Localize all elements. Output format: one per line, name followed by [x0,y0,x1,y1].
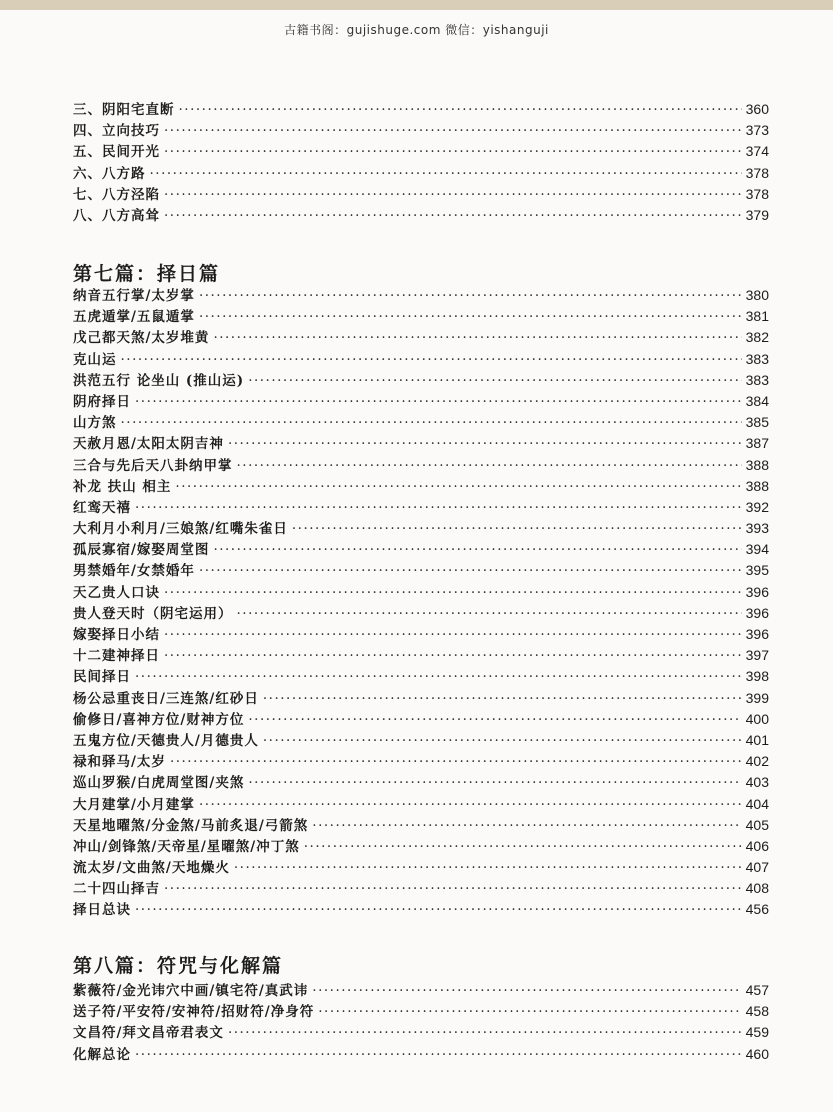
toc-entry [73,411,769,432]
toc-entry-title: 戊己都天煞/太岁堆黄 [73,330,210,347]
toc-entry-title: 天赦月恩/太阳太阴吉神 [73,436,224,453]
toc-entry [73,119,769,140]
dot-leader [170,754,742,770]
toc-entry [73,454,769,475]
toc-entry-title: 巡山罗猴/白虎周堂图/夹煞 [73,775,245,792]
toc-entry-page: 399 [745,689,769,706]
toc-entry-page: 405 [745,816,769,833]
dot-leader [199,797,742,813]
toc-entry-title: 民间择日 [73,669,131,686]
dot-leader [318,1004,741,1020]
toc-entry [73,814,769,835]
dot-leader [135,669,742,685]
toc-entry [73,750,769,771]
dot-leader [237,458,742,474]
toc-section-previous [73,98,769,225]
toc-entry-title: 红鸾天禧 [73,499,131,516]
toc-entry [73,1000,769,1021]
toc-section-7 [73,284,769,920]
dot-leader [164,144,742,160]
toc-entry [73,581,769,602]
toc-entry-page: 392 [745,498,769,515]
toc-entry-page: 379 [745,206,769,223]
toc-entry [73,793,769,814]
toc-entry [73,517,769,538]
dot-leader [213,542,741,558]
toc-entry-title: 阴府择日 [73,393,131,410]
toc-entry-page: 395 [745,562,769,579]
toc-entry-page: 459 [745,1024,769,1041]
toc-entry-title: 五虎遁掌/五鼠遁掌 [73,309,195,326]
toc-entry-title: 择日总诀 [73,902,131,919]
toc-entry-title: 贵人登天时（阴宅运用） [73,605,233,622]
toc-entry [73,877,769,898]
dot-leader [312,983,741,999]
toc-entry-page: 456 [745,901,769,918]
dot-leader [234,860,742,876]
toc-entry-title: 补龙 扶山 相主 [73,478,172,495]
toc-entry-title: 八、八方高耸 [73,207,160,224]
toc-entry-title: 天星地曜煞/分金煞/马前炙退/弓箭煞 [73,817,309,834]
toc-entry-page: 457 [745,982,769,998]
toc-entry [73,771,769,792]
toc-entry [73,602,769,623]
toc-entry-page: 360 [745,101,769,117]
toc-entry-page: 396 [745,604,769,621]
toc-entry [73,432,769,453]
dot-leader [150,166,742,182]
dot-leader [164,187,742,203]
dot-leader [135,902,742,918]
toc-entry-page: 374 [745,143,769,160]
toc-entry-title: 禄和驿马/太岁 [73,754,166,771]
dot-leader [237,606,742,622]
dot-leader [135,1047,742,1063]
toc-entry-page: 388 [745,456,769,473]
toc-entry [73,140,769,161]
dot-leader [312,818,741,834]
toc-entry-page: 383 [745,371,769,388]
dot-leader [199,309,742,325]
toc-entry-title: 三、阴阳宅直断 [73,102,175,118]
toc-entry-title: 大月建掌/小月建掌 [73,796,195,813]
toc-entry-page: 458 [745,1003,769,1020]
dot-leader [248,712,741,728]
dot-leader [292,521,742,537]
toc-entry-title: 三合与先后天八卦纳甲掌 [73,457,233,474]
toc-entry-title: 杨公忌重丧日/三连煞/红砂日 [73,690,259,707]
toc-entry-page: 373 [745,122,769,139]
toc-entry [73,475,769,496]
toc-entry-title: 偷修日/喜神方位/财神方位 [73,711,245,728]
dot-leader [164,123,742,139]
toc-entry-page: 396 [745,583,769,600]
toc-entry-title: 男禁婚年/女禁婚年 [73,563,195,580]
toc-entry-title: 大利月小利月/三娘煞/红嘴朱雀日 [73,521,288,538]
dot-leader [263,691,742,707]
toc-entry-page: 385 [745,414,769,431]
toc-entry-title: 嫁娶择日小结 [73,627,160,643]
toc-entry [73,1021,769,1042]
page-header: 古籍书阁：gujishuge.com 微信：yishanguji [284,23,549,37]
toc-entry [73,644,769,665]
toc-entry-page: 380 [745,287,769,303]
toc-entry [73,729,769,750]
toc-entry [73,538,769,559]
toc-entry-page: 407 [745,859,769,876]
toc-entry [73,162,769,183]
toc-entry-title: 文昌符/拜文昌帝君表文 [73,1025,224,1042]
dot-leader [135,394,742,410]
toc-entry [73,326,769,347]
toc-entry-page: 406 [745,837,769,854]
toc-entry-title: 七、八方泾陷 [73,186,160,203]
toc-entry-page: 401 [745,731,769,748]
toc-entry-page: 382 [745,329,769,346]
toc-entry-title: 化解总论 [73,1046,131,1063]
dot-leader [199,288,742,304]
dot-leader [213,330,741,346]
dot-leader [164,208,742,224]
toc-entry [73,898,769,919]
dot-leader [164,627,742,643]
toc-entry-page: 388 [745,477,769,494]
toc-entry [73,979,769,1000]
dot-leader [164,881,742,897]
toc-entry-page: 460 [745,1045,769,1062]
toc-entry-page: 384 [745,392,769,409]
toc-entry [73,369,769,390]
section-title-8: 第八篇：符咒与化解篇 [73,955,284,977]
dot-leader [228,436,742,452]
dot-leader [179,102,742,118]
toc-entry-title: 流太岁/文曲煞/天地燥火 [73,860,230,877]
toc-entry [73,835,769,856]
dot-leader [121,415,742,431]
toc-entry-title: 五鬼方位/天德贵人/月德贵人 [73,732,259,749]
toc-entry-page: 394 [745,541,769,558]
dot-leader [135,500,742,516]
dot-leader [248,373,741,389]
toc-entry-title: 送子符/平安符/安神符/招财符/净身符 [73,1004,315,1021]
toc-entry-page: 383 [745,350,769,367]
dot-leader [199,563,742,579]
toc-entry [73,183,769,204]
toc-entry [73,390,769,411]
toc-entry-title: 天乙贵人口诀 [73,584,160,601]
toc-entry-title: 洪范五行 论坐山 (推山运) [73,372,245,389]
dot-leader [248,775,741,791]
toc-entry-title: 二十四山择吉 [73,881,160,898]
toc-entry [73,559,769,580]
toc-entry-page: 381 [745,308,769,325]
dot-leader [304,839,742,855]
toc-entry-page: 378 [745,164,769,181]
dot-leader [263,733,742,749]
toc-entry-title: 克山运 [73,351,117,368]
toc-entry [73,1043,769,1064]
toc-entry-page: 397 [745,647,769,664]
toc-entry-title: 四、立向技巧 [73,123,160,140]
toc-entry [73,687,769,708]
toc-entry-page: 404 [745,795,769,812]
dot-leader [175,479,741,495]
toc-entry [73,856,769,877]
toc-entry [73,496,769,517]
toc-entry-title: 冲山/剑锋煞/天帝星/星曜煞/冲丁煞 [73,838,300,855]
toc-entry [73,284,769,305]
toc-entry-title: 孤辰寡宿/嫁娶周堂图 [73,542,210,559]
toc-entry-page: 396 [745,626,769,642]
section-title-7: 第七篇：择日篇 [73,263,221,285]
dot-leader [164,585,742,601]
toc-entry [73,204,769,225]
toc-entry-title: 六、八方路 [73,165,146,182]
toc-entry [73,708,769,729]
toc-entry-title: 五、民间开光 [73,144,160,161]
toc-entry [73,623,769,644]
toc-entry-page: 387 [745,435,769,452]
toc-entry-page: 400 [745,710,769,727]
toc-entry-page: 378 [745,185,769,202]
dot-leader [228,1025,742,1041]
toc-entry-title: 十二建神择日 [73,648,160,665]
toc-entry [73,348,769,369]
toc-entry-page: 403 [745,774,769,791]
toc-entry [73,98,769,119]
toc-entry-title: 山方煞 [73,415,117,432]
toc-entry-page: 408 [745,880,769,897]
top-border [0,0,833,10]
toc-entry [73,305,769,326]
toc-entry-page: 402 [745,753,769,770]
toc-entry-title: 纳音五行掌/太岁掌 [73,288,195,304]
toc-entry-page: 393 [745,520,769,537]
toc-entry-page: 398 [745,668,769,685]
toc-entry-title: 紫薇符/金光讳穴中画/镇宅符/真武讳 [73,983,309,999]
dot-leader [164,648,742,664]
toc-section-8 [73,979,769,1064]
toc-entry [73,665,769,686]
dot-leader [121,352,742,368]
